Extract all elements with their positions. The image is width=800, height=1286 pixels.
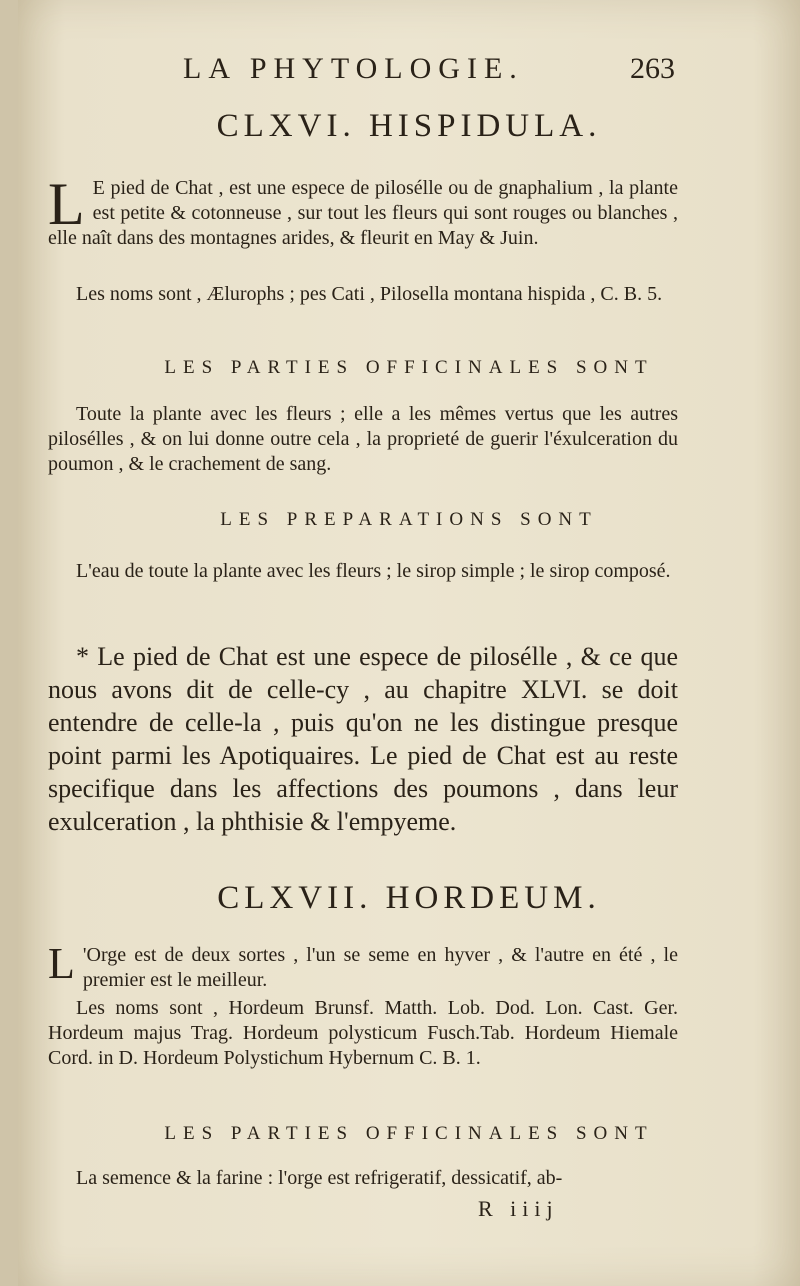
- chapter-title-hordeum: CLXVII. HORDEUM.: [217, 880, 601, 916]
- drop-cap: L: [48, 939, 75, 988]
- paragraph-intro-hordeum: [48, 939, 678, 993]
- intro-text: E pied de Chat , est une espece de pilosélle ou de gnaphalium , la plante est petite & cotonneuse , sur tout les fleurs qui sont rouges ou blanches , elle naît dans des montagnes arides, & fleurit en May & Juin.: [48, 177, 678, 249]
- chapter-title-hispidula: CLXVI. HISPIDULA.: [216, 108, 602, 144]
- page-header: [18, 52, 800, 92]
- signature-mark: R iiij: [478, 1196, 559, 1221]
- intro-text: 'Orge est de deux sortes , l'un se seme en hyver , & l'autre en été , le premier est le meilleur.: [82, 944, 678, 991]
- page-number: 263: [630, 52, 675, 85]
- running-head: LA PHYTOLOGIE.: [183, 52, 524, 85]
- paragraph-officinal-hispidula: Toute la plante avec les fleurs ; elle a les mêmes vertus que les autres pilosélles , & on lui donne outre cela , la proprieté de guerir l'éxulceration du poumon , & le crachement de sang.: [48, 403, 678, 475]
- heading-preparations: LES PREPARATIONS SONT: [220, 509, 598, 530]
- paragraph-officinal-hordeum: La semence & la farine : l'orge est refrigeratif, dessicatif, ab-: [76, 1167, 563, 1189]
- book-page: [18, 0, 800, 1286]
- paragraph-names-hordeum: Les noms sont , Hordeum Brunsf. Matth. Lob. Dod. Lon. Cast. Ger. Hordeum majus Trag. Hordeum polysticum Fusch.Tab. Hordeum Hiemale Cord. in D. Hordeum Polystichum Hybernum C. B. 1.: [48, 997, 678, 1069]
- heading-officinal-parts: LES PARTIES OFFICINALES SONT: [164, 357, 654, 378]
- paragraph-preparations: L'eau de toute la plante avec les fleurs ; le sirop simple ; le sirop composé.: [76, 560, 671, 582]
- paragraph-intro-hispidula: [48, 171, 678, 251]
- drop-cap: L: [48, 171, 85, 237]
- heading-officinal-parts: LES PARTIES OFFICINALES SONT: [164, 1123, 654, 1144]
- paragraph-names-hispidula: Les noms sont , Ælurophs ; pes Cati , Pilosella montana hispida , C. B. 5.: [76, 283, 663, 305]
- paragraph-note: * Le pied de Chat est une espece de pilosélle , & ce que nous avons dit de celle-cy , au chapitre XLVI. se doit entendre de celle-la , puis qu'on ne les distingue presque point parmi les Apotiquaires. Le pied de Chat est au reste specifique dans les affections des poumons , dans leur exulceration , la phthisie & l'empyeme.: [48, 642, 678, 836]
